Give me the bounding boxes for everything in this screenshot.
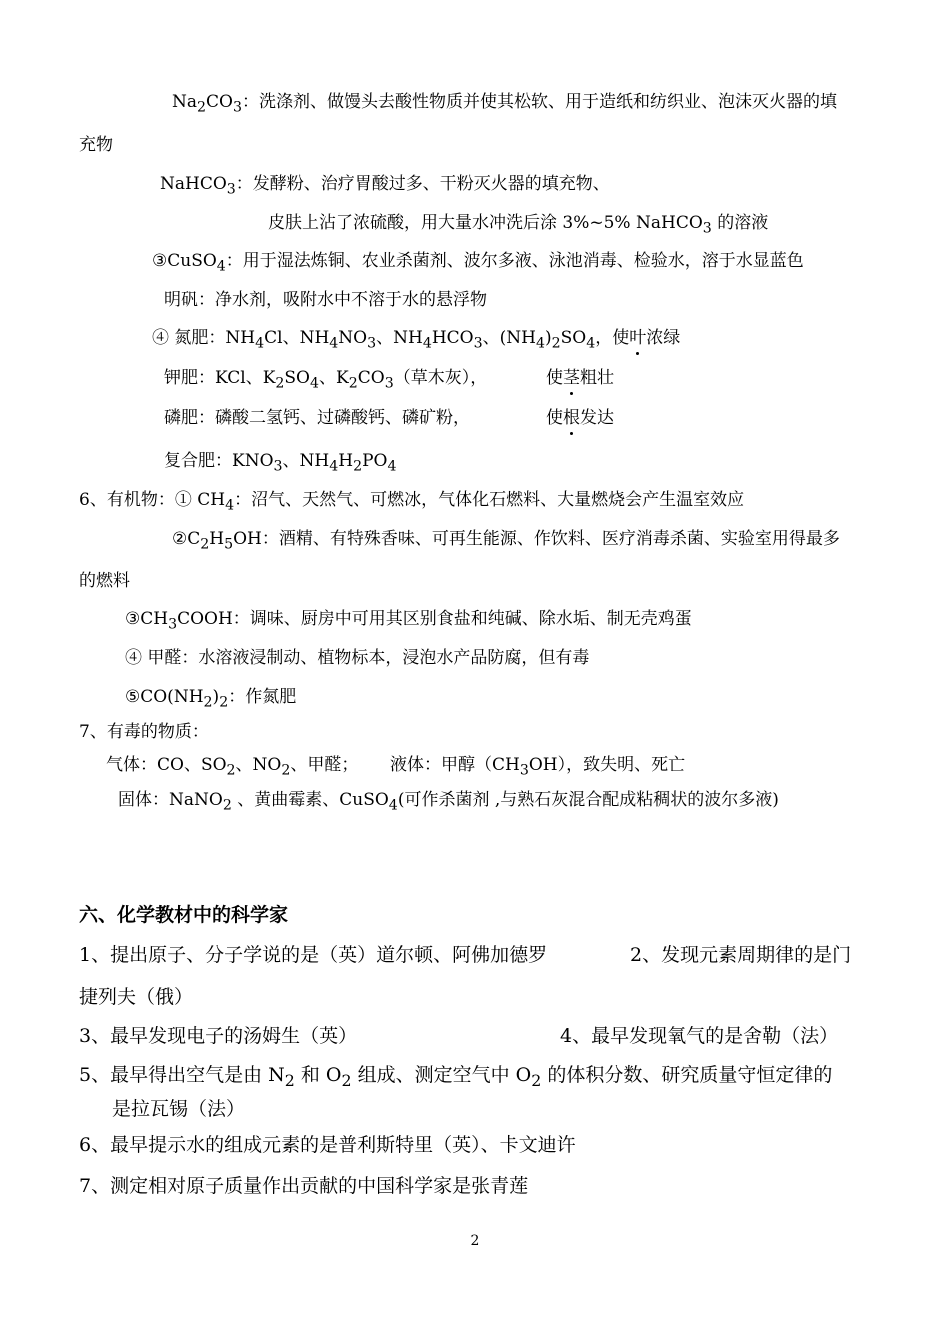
na2co3-formula: $Na_2CO_3$ xyxy=(172,92,242,116)
nitrogen-effect-post: 浓绿 xyxy=(646,328,681,348)
phosphorus-effect xyxy=(546,407,614,429)
nahco3-line-2: 皮肤上沾了浓硫酸，用大量水冲洗后涂 3%~5% NaHCO$_3$ 的溶液 xyxy=(268,213,769,237)
nitrogen-effect-pre: 使 xyxy=(612,328,630,348)
cuso4-line: ③CuSO$_4$：用于湿法炼铜、农业杀菌剂、波尔多液、泳池消毒、检验水，溶于水显蓝色 xyxy=(152,251,804,275)
na2co3-line-2: 充物 xyxy=(79,135,113,155)
organic-ch4-line: 6、有机物：① $CH_4$：沼气、天然气、可燃冰，气体化石燃料、大量燃烧会产生温室效应 xyxy=(79,490,745,514)
potassium-effect-post: 粗壮 xyxy=(580,368,614,388)
scientist-item-5-line-1: 5、最早得出空气是由 $N_2$ 和 $O_2$ 组成、测定空气中 $O_2$ 的体积分数、研究质量守恒定律的 xyxy=(79,1064,833,1090)
phosphorus-effect-pre: 使 xyxy=(546,408,563,428)
toxic-gas-line: 气体：CO、$SO_2$、$NO_2$、甲醛； xyxy=(106,755,359,779)
nitrogen-fertilizer-line xyxy=(152,327,680,354)
nahco3-formula: NaHCO$_3$ xyxy=(160,174,236,198)
compound-fertilizer-line: 复合肥：$KNO_3$、$NH_4H_2PO_4$ xyxy=(164,451,397,475)
organic-ethanol-line-2: 的燃料 xyxy=(79,571,130,591)
potassium-effect-emphasis: 茎 xyxy=(563,368,580,388)
organic-formaldehyde-line: ④ 甲醛：水溶液浸制动、植物标本，浸泡水产品防腐，但有毒 xyxy=(125,648,590,668)
organic-urea-line: $⑤CO(NH_2)_2$：作氮肥 xyxy=(125,687,297,711)
scientist-item-1: 1、提出原子、分子学说的是（英）道尔顿、阿佛加德罗 xyxy=(79,944,548,966)
potassium-effect-pre: 使 xyxy=(546,368,563,388)
alum-line: 明矾：净水剂，吸附水中不溶于水的悬浮物 xyxy=(164,290,487,310)
organic-ethanol-line-1: $②C_2H_5OH$：酒精、有特殊香味、可再生能源、作饮料、医疗消毒杀菌、实验室用得最多 xyxy=(172,529,840,553)
scientist-item-3: 3、最早发现电子的汤姆生（英） xyxy=(79,1025,358,1047)
potassium-fertilizer-list: 钾肥：KCl、$K_2SO_4$、$K_2CO_3$（草木灰）， xyxy=(164,368,488,392)
scientist-item-6: 6、最早提示水的组成元素的是普利斯特里（英）、卡文迪许 xyxy=(79,1134,576,1156)
toxic-solid-line: 固体：NaNO$_2$ 、黄曲霉素、CuSO$_4$(可作杀菌剂 ,与熟石灰混合配成粘稠状的波尔多液) xyxy=(118,790,779,814)
na2co3-line-1 xyxy=(172,91,837,118)
nitrogen-fertilizer-list: ④ 氮肥：$NH_4Cl$、$NH_4NO_3$、$NH_4HCO_3$、$(NH_4)_2SO_4$， xyxy=(152,328,613,352)
scientist-item-5-line-2: 是拉瓦锡（法） xyxy=(112,1098,246,1120)
phosphorus-fertilizer-list: 磷肥：磷酸二氢钙、过磷酸钙、磷矿粉， xyxy=(164,408,470,428)
scientist-item-4: 4、最早发现氧气的是舍勒（法） xyxy=(560,1025,839,1047)
toxic-title: 7、有毒的物质： xyxy=(79,722,209,742)
na2co3-uses: ：洗涤剂、做馒头去酸性物质并使其松软、用于造纸和纺织业、泡沫灭火器的填 xyxy=(242,92,837,112)
scientist-item-7: 7、测定相对原子质量作出贡献的中国科学家是张青莲 xyxy=(79,1175,529,1197)
toxic-liquid-line: 液体：甲醇$(CH_3OH)$，致失明、死亡 xyxy=(390,755,686,779)
scientists-heading: 六、化学教材中的科学家 xyxy=(79,904,289,926)
scientist-item-2-line-1: 2、发现元素周期律的是门 xyxy=(630,944,852,966)
nahco3-line-1 xyxy=(160,173,610,200)
nitrogen-effect-emphasis: 叶 xyxy=(629,328,647,348)
page-number: 2 xyxy=(470,1233,480,1249)
scientist-item-2-line-2: 捷列夫（俄） xyxy=(79,986,194,1008)
organic-acetic-line: $③CH_3COOH$：调味、厨房中可用其区别食盐和纯碱、除水垢、制无壳鸡蛋 xyxy=(125,609,692,633)
phosphorus-effect-post: 发达 xyxy=(580,408,614,428)
phosphorus-effect-emphasis: 根 xyxy=(563,408,580,428)
potassium-effect xyxy=(546,367,614,389)
nahco3-uses: ：发酵粉、治疗胃酸过多、干粉灭火器的填充物、 xyxy=(235,174,610,194)
